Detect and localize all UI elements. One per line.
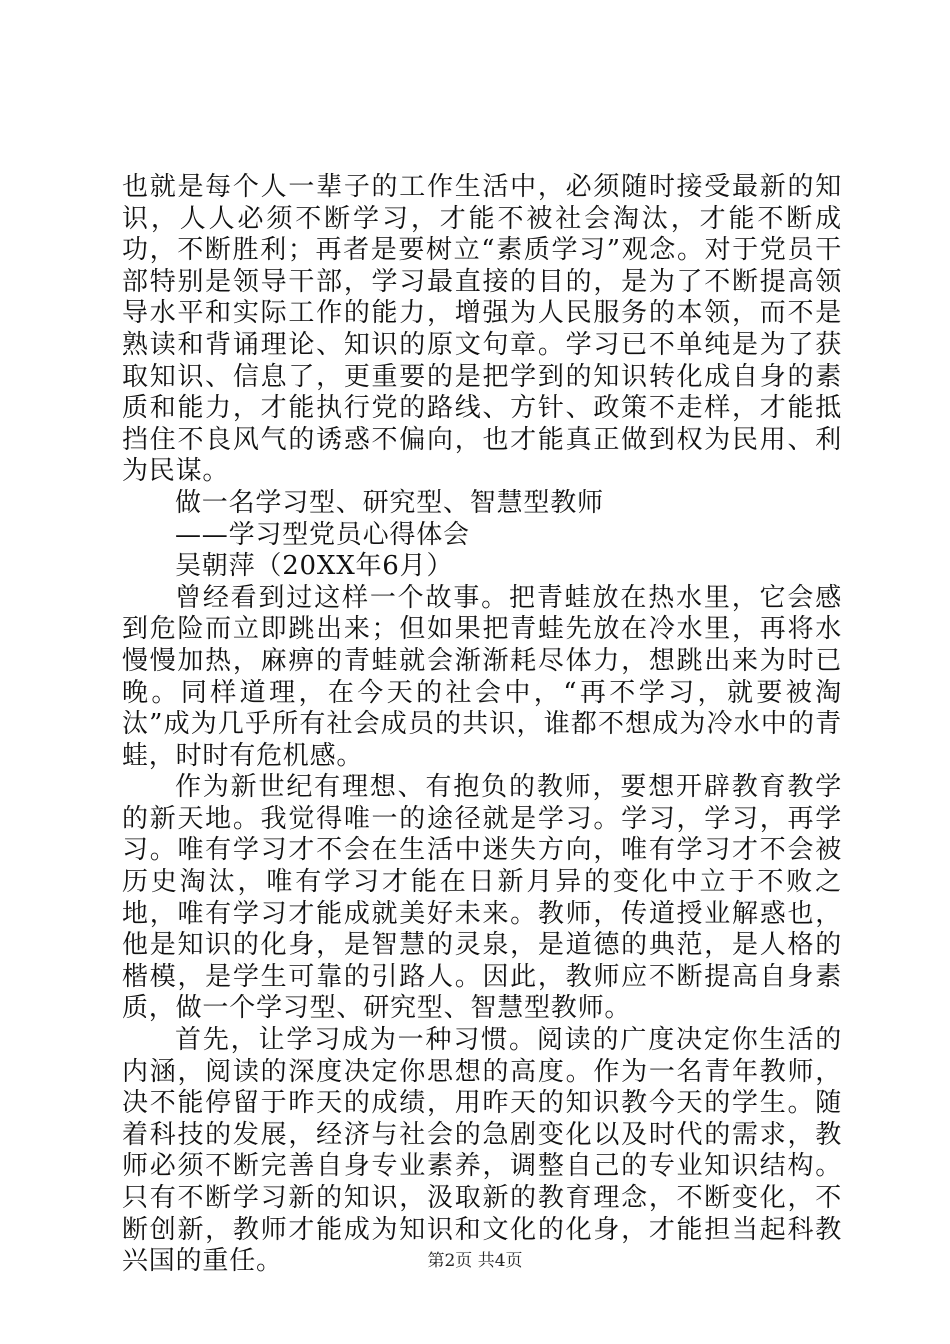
article-author: 吴朝萍（20XX年6月） <box>175 551 454 582</box>
article-title: 做一名学习型、研究型、智慧型教师 <box>175 487 604 518</box>
paragraph-frog-story: 曾经看到过这样一个故事。把青蛙放在热水里，它会感到危险而立即跳出来；但如果把青蛙先放在冷水里，再将水慢慢加热，麻痹的青蛙就会渐渐耗尽体力，想跳出来为时已晚。同样道理，在今天的社会中，“再不学习，就要被淘汰”成为几乎所有社会成员的共识，谁都不想成为冷水中的青蛙，时时有危机感。 <box>122 582 842 771</box>
page-footer: 第2页 共4页 <box>427 1251 523 1271</box>
paragraph-habit: 首先，让学习成为一种习惯。阅读的广度决定你生活的内涵，阅读的深度决定你思想的高度。作为一名青年教师，决不能停留于昨天的成绩，用昨天的知识教今天的学生。随着科技的发展，经济与社会的急剧变化以及时代的需求，教师必须不断完善自身专业素养，调整自己的专业知识结构。只有不断学习新的知识，汲取新的教育理念，不断变化，不断创新，教师才能成为知识和文化的化身，才能担当起科教兴国的重任。 <box>122 1025 842 1277</box>
paragraph-intro: 也就是每个人一辈子的工作生活中，必须随时接受最新的知识，人人必须不断学习，才能不被社会淘汰，才能不断成功，不断胜利；再者是要树立“素质学习”观念。对于党员干部特别是领导干部，学习最直接的目的，是为了不断提高领导水平和实际工作的能力，增强为人民服务的本领，而不是熟读和背诵理论、知识的原文句章。学习已不单纯是为了获取知识、信息了，更重要的是把学到的知识转化成自身的素质和能力，才能执行党的路线、方针、政策不走样，才能抵挡住不良风气的诱惑不偏向，也才能真正做到权为民用、利为民谋。 <box>122 172 842 487</box>
paragraph-teacher-learning: 作为新世纪有理想、有抱负的教师，要想开辟教育教学的新天地。我觉得唯一的途径就是学习。学习，学习，再学习。唯有学习才不会在生活中迷失方向，唯有学习才不会被历史淘汰，唯有学习才能在日新月异的变化中立于不败之地，唯有学习才能成就美好未来。教师，传道授业解惑也，他是知识的化身，是智慧的灵泉，是道德的典范，是人格的楷模，是学生可靠的引路人。因此，教师应不断提高自身素质，做一个学习型、研究型、智慧型教师。 <box>122 772 842 1024</box>
document-body <box>122 172 842 1278</box>
article-subtitle: ——学习型党员心得体会 <box>175 519 470 550</box>
